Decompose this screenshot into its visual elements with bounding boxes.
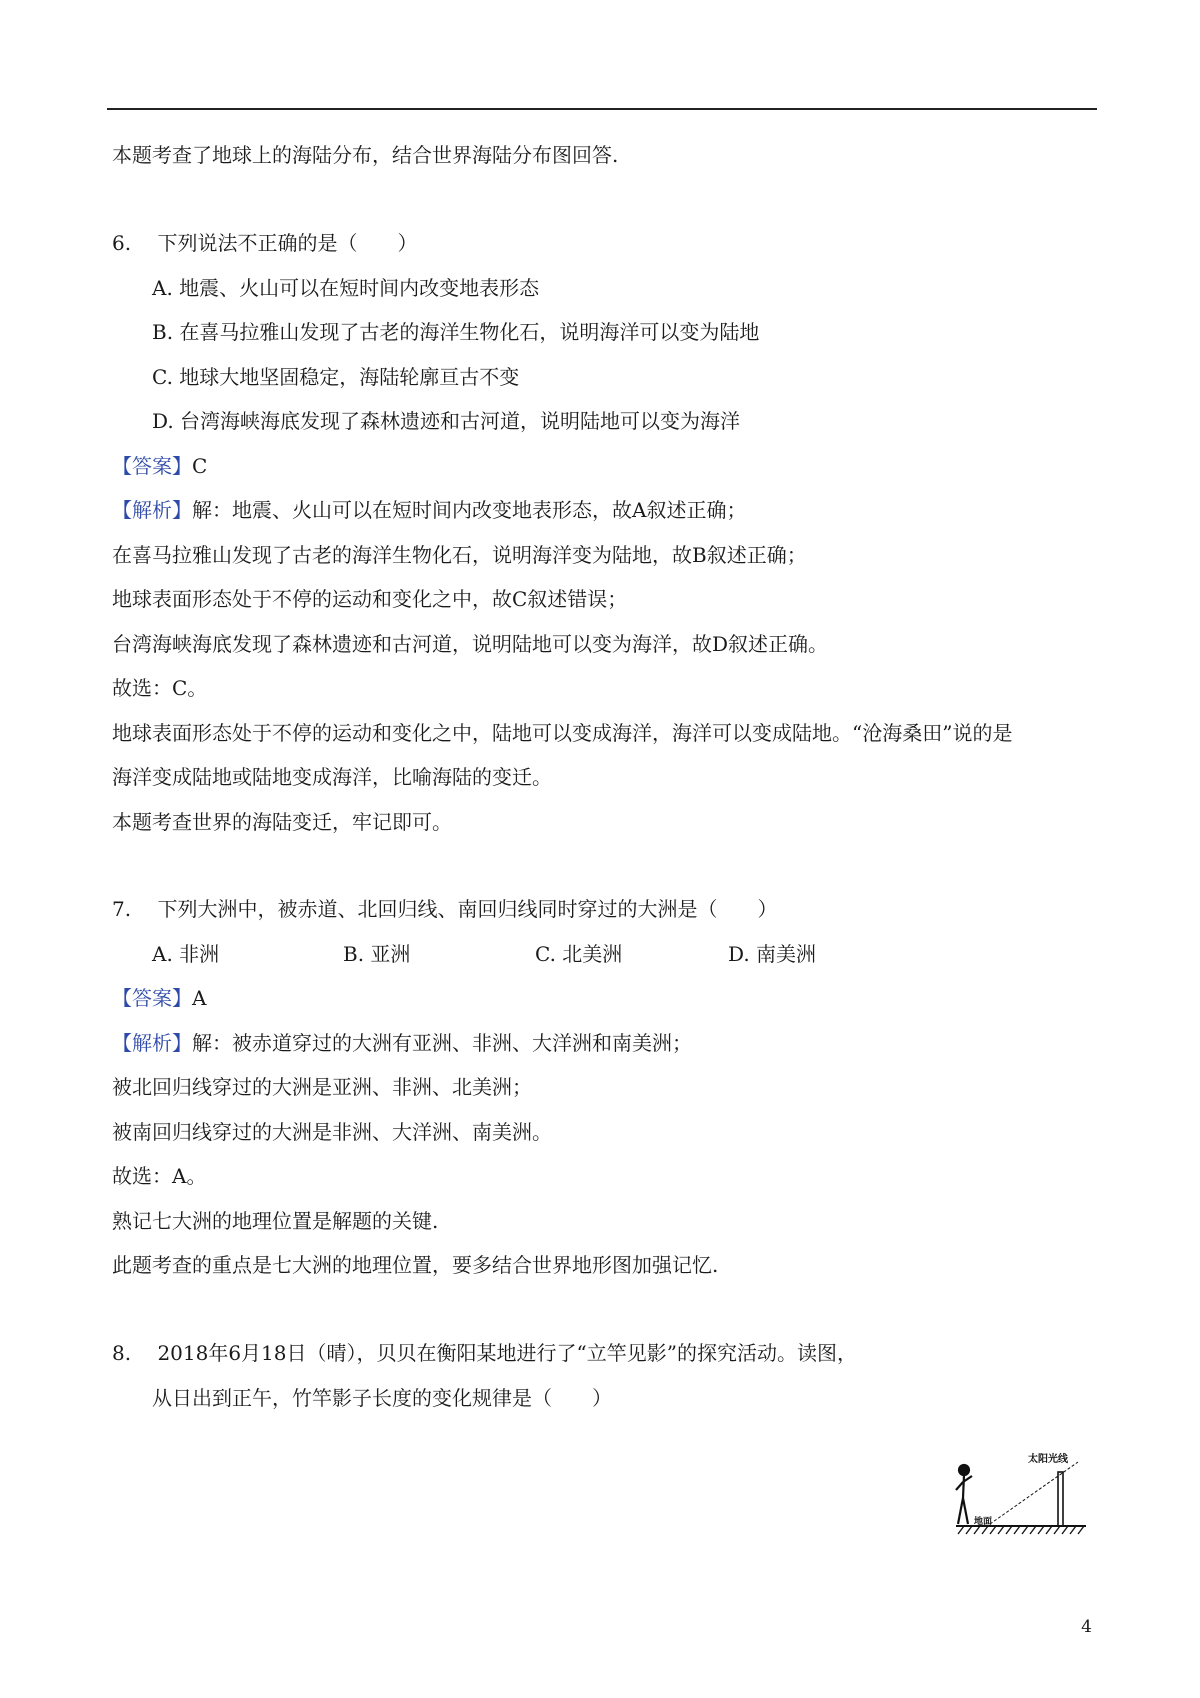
ground-label: 地面 [974,1516,993,1526]
q6-option-d: D. 台湾海峡海底发现了森林遗迹和古河道，说明陆地可以变为海洋 [152,409,741,433]
q6-analysis-line: 台湾海峡海底发现了森林遗迹和古河道，说明陆地可以变为海洋，故D叙述正确。 [112,632,829,656]
q7-option-b: B. 亚洲 [343,942,411,966]
q6-option-a: A. 地震、火山可以在短时间内改变地表形态 [152,276,540,300]
person-icon [956,1465,972,1524]
q6-answer-value: C [192,454,208,478]
q6-answer-tag: 【答案】 [112,454,192,478]
q7-analysis-line: 此题考查的重点是七大洲的地理位置，要多结合世界地形图加强记忆. [112,1253,719,1277]
q6-analysis-tag: 【解析】 [112,498,192,522]
q6-analysis-line: 地球表面形态处于不停的运动和变化之中，陆地可以变成海洋，海洋可以变成陆地。“沧海桑田”说的是 [112,721,1013,745]
q6-analysis-line: 本题考查世界的海陆变迁，牢记即可。 [112,810,452,834]
page-number: 4 [1081,1617,1092,1637]
header-rule [107,108,1097,110]
q7-option-c: C. 北美洲 [535,942,623,966]
sun-ray-label: 太阳光线 [1028,1454,1068,1465]
q7-answer [112,983,206,1013]
q6-analysis-line: 在喜马拉雅山发现了古老的海洋生物化石，说明海洋变为陆地，故B叙述正确； [112,543,807,567]
q7-analysis-line: 被南回归线穿过的大洲是非洲、大洋洲、南美洲。 [112,1120,552,1144]
q7-option-a: A. 非洲 [152,942,220,966]
q7-analysis-first: 解：被赤道穿过的大洲有亚洲、非洲、大洋洲和南美洲； [192,1031,692,1055]
q6-answer [112,451,207,481]
q7-stem: 7. 下列大洲中，被赤道、北回归线、南回归线同时穿过的大洲是（ ） [112,897,778,921]
q6-analysis-line: 海洋变成陆地或陆地变成海洋，比喻海陆的变迁。 [112,765,552,789]
q7-analysis-line: 故选：A。 [112,1164,207,1188]
sun-ray-line [990,1462,1078,1524]
q7-answer-tag: 【答案】 [112,986,192,1010]
q8-stem-line2: 从日出到正午，竹竿影子长度的变化规律是（ ） [152,1386,612,1410]
q6-analysis-first: 解：地震、火山可以在短时间内改变地表形态，故A叙述正确； [192,498,747,522]
q6-analysis-line: 故选：C。 [112,676,208,700]
q6-analysis [112,495,746,525]
q7-analysis [112,1028,692,1058]
q6-option-b: B. 在喜马拉雅山发现了古老的海洋生物化石，说明海洋可以变为陆地 [152,320,760,344]
q7-analysis-tag: 【解析】 [112,1031,192,1055]
q6-analysis-line: 地球表面形态处于不停的运动和变化之中，故C叙述错误； [112,587,628,611]
prev-summary: 本题考查了地球上的海陆分布，结合世界海陆分布图回答. [112,143,619,167]
q7-analysis-line: 被北回归线穿过的大洲是亚洲、非洲、北美洲； [112,1075,532,1099]
q6-option-c: C. 地球大地坚固稳定，海陆轮廓亘古不变 [152,365,520,389]
q7-analysis-line: 熟记七大洲的地理位置是解题的关键. [112,1209,439,1233]
q8-stem-line1: 8. 2018年6月18日（晴），贝贝在衡阳某地进行了“立竿见影”的探究活动。读图， [112,1341,857,1365]
bamboo-pole [1058,1472,1063,1526]
q7-answer-value: A [192,986,207,1010]
q7-option-d: D. 南美洲 [728,942,817,966]
pole-shadow-figure [950,1452,1090,1548]
ground-hatching [958,1526,1084,1534]
q6-stem: 6. 下列说法不正确的是（ ） [112,231,418,255]
